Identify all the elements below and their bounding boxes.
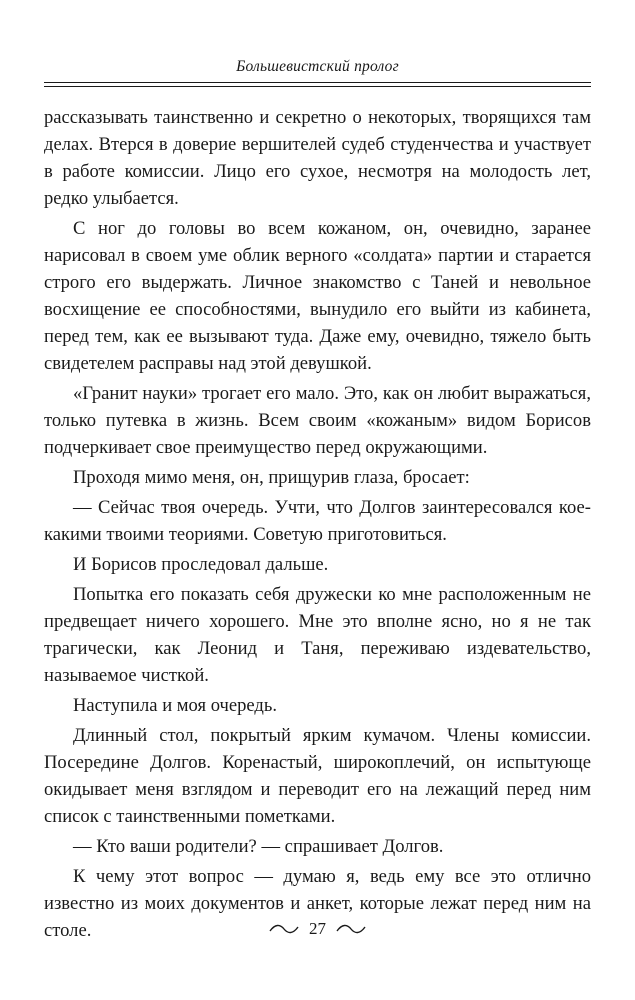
header-rule-bottom xyxy=(44,86,591,87)
paragraph: С ног до головы во всем кожаном, он, очевидно, заранее нарисовал в своем уме облик верного «солдата» партии и старается строго его выдержать. Личное знакомство с Таней и невольное восхищение ее способностями, вынудило его выйти из кабинета, перед тем, как ее вызывают туда. Даже ему, очевидно, тяжело быть свидетелем расправы над этой девушкой. xyxy=(44,218,591,374)
swash-left-icon xyxy=(269,923,299,935)
paragraph: Попытка его показать себя дружески ко мне расположенным не предвещает ничего хорошего. Мне это вполне ясно, но я не так трагически, как Леонид и Таня, переживаю издевательство, называемое чисткой. xyxy=(44,584,591,686)
swash-right-icon xyxy=(336,923,366,935)
body-text xyxy=(44,104,591,947)
page-number: 27 xyxy=(309,919,326,939)
paragraph: — Сейчас твоя очередь. Учти, что Долгов заинтересовался кое-какими твоими теориями. Советую приготовиться. xyxy=(44,497,591,545)
paragraph: Длинный стол, покрытый ярким кумачом. Члены комиссии. Посередине Долгов. Коренастый, широкоплечий, он испытующе окидывает меня взглядом и переводит его на лежащий перед ним список с таинственными пометками. xyxy=(44,725,591,827)
paragraph: И Борисов проследовал дальше. xyxy=(73,554,329,575)
paragraph: К чему этот вопрос — думаю я, ведь ему все это отлично известно из моих документов и анкет, которые лежат перед ним на столе. xyxy=(44,866,591,941)
paragraph: рассказывать таинственно и секретно о некоторых, творящихся там делах. Втерся в доверие вершителей судеб студенчества и участвует в работе комиссии. Лицо его сухое, несмотря на молодость лет, редко улыбается. xyxy=(44,107,591,209)
paragraph: — Кто ваши родители? — спрашивает Долгов. xyxy=(73,836,444,857)
paragraph: Проходя мимо меня, он, прищурив глаза, бросает: xyxy=(73,467,470,488)
running-head: Большевистский пролог xyxy=(236,58,399,75)
paragraph: «Гранит науки» трогает его мало. Это, как он любит выражаться, только путевка в жизнь. Всем своим «кожаным» видом Борисов подчеркивает свое преимущество перед окружающими. xyxy=(44,383,591,458)
paragraph: Наступила и моя очередь. xyxy=(73,695,278,716)
header-rule-top xyxy=(44,82,591,83)
page-folio xyxy=(0,918,635,939)
